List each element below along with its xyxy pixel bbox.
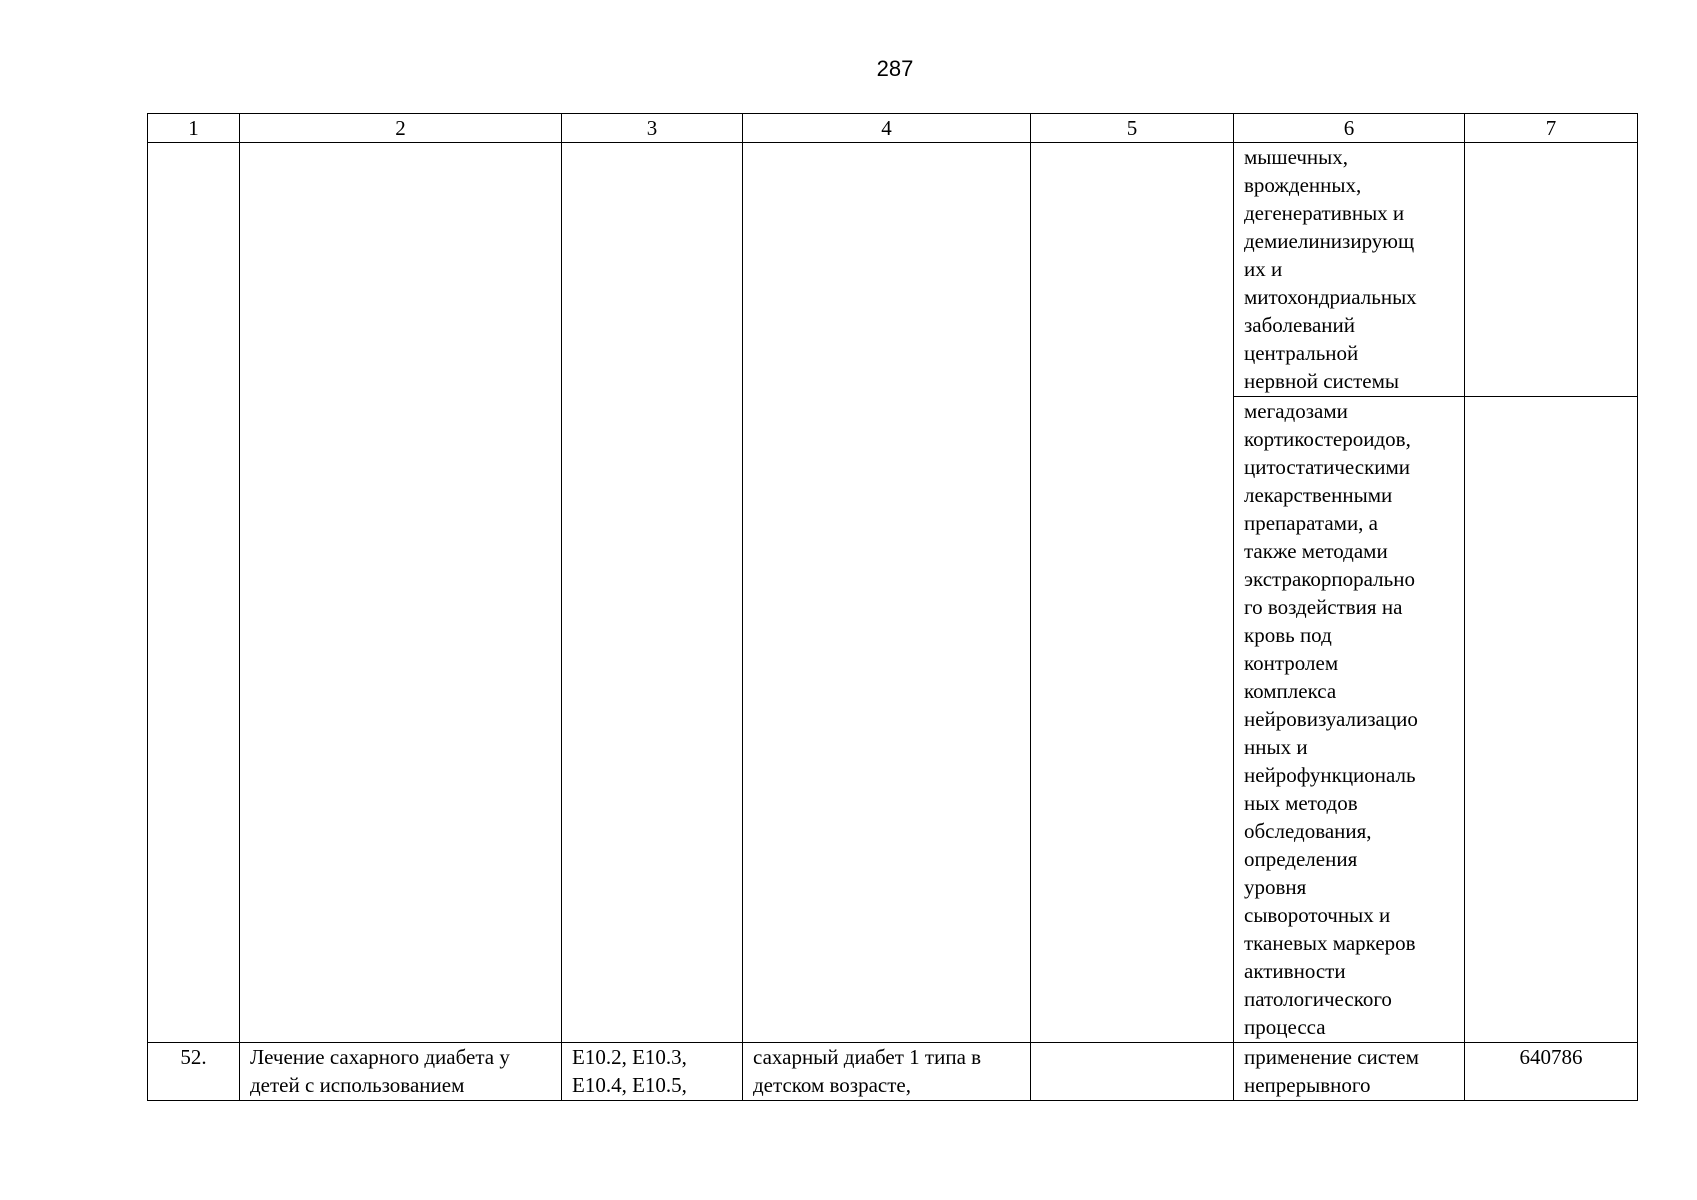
page-number: 287 [876,56,914,81]
cost-cell-part2 [1465,397,1638,1043]
diagnosis: сахарный диабет 1 типа в детском возрасте, [743,1043,1031,1101]
header-col-6: 6 [1234,114,1465,143]
cont-col-3 [562,143,743,1043]
table-row-52 [148,1043,1638,1101]
cost-value: 640786 [1465,1043,1638,1101]
medical-care-table [147,113,1638,1101]
header-col-3: 3 [562,114,743,143]
row-number: 52. [148,1043,240,1101]
table-header-row [148,114,1638,143]
cont-col-1 [148,143,240,1043]
header-col-2: 2 [240,114,562,143]
treatment-method: применение систем непрерывного [1234,1043,1465,1101]
care-type-name: Лечение сахарного диабета у детей с использованием [240,1043,562,1101]
continuation-row-1 [148,143,1638,397]
method-cell-part1: мышечных, врожденных, дегенеративных и демиелинизирующ их и митохондриальных заболеваний центральной нервной системы [1234,143,1465,397]
col5-empty [1031,1043,1234,1101]
cont-col-5 [1031,143,1234,1043]
header-col-7: 7 [1465,114,1638,143]
cost-cell-part1 [1465,143,1638,397]
header-col-4: 4 [743,114,1031,143]
header-col-1: 1 [148,114,240,143]
icd-codes: E10.2, E10.3, E10.4, E10.5, [562,1043,743,1101]
header-col-5: 5 [1031,114,1234,143]
cont-col-4 [743,143,1031,1043]
cont-col-2 [240,143,562,1043]
method-cell-part2: мегадозами кортикостероидов, цитостатическими лекарственными препаратами, а также методами экстракорпорально го воздействия на кровь под контролем комплекса нейровизуализацио нных и нейрофункциональ ных методов обследования, определения уровня сывороточных и тканевых маркеров активности патологического процесса [1234,397,1465,1043]
